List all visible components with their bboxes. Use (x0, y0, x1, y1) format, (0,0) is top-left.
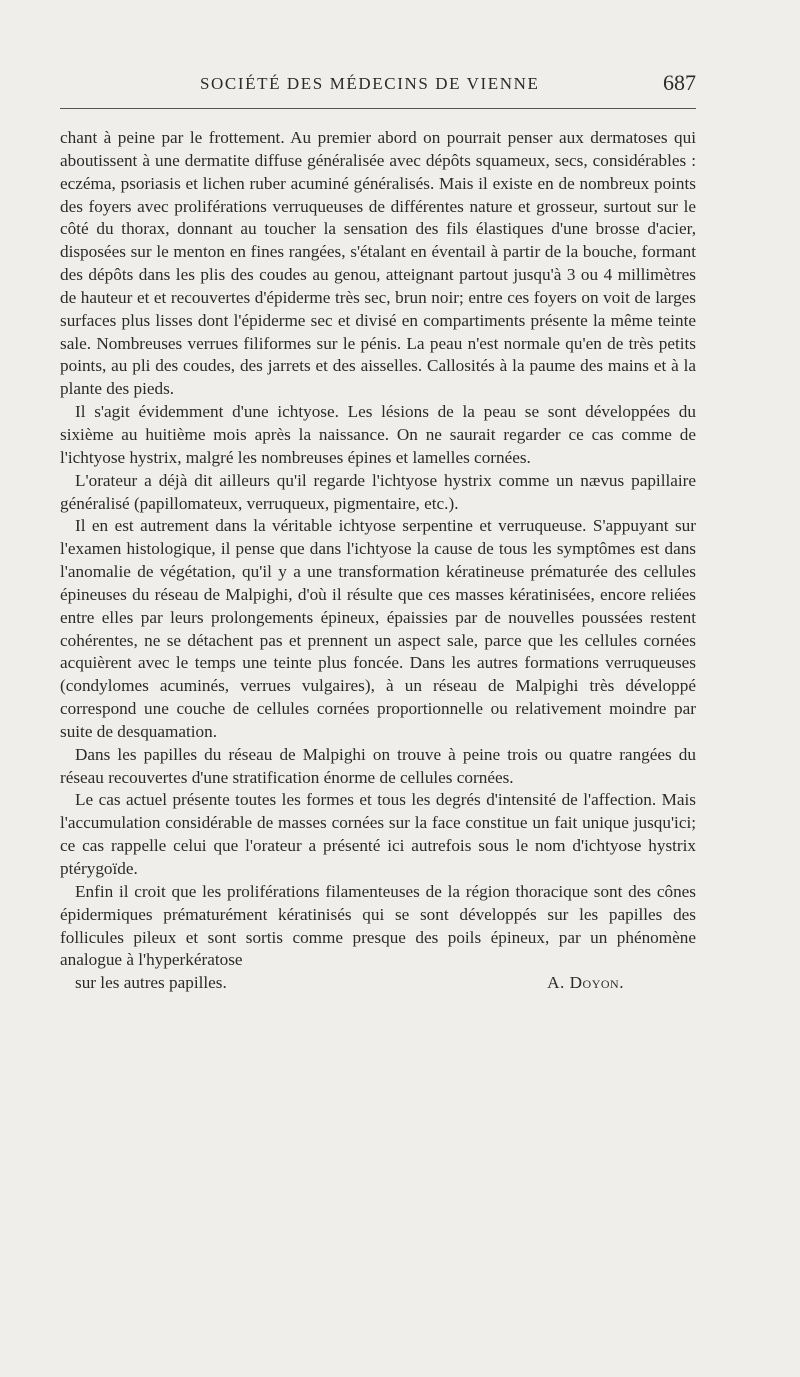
paragraph-2: Il s'agit évidemment d'une ichtyose. Les lésions de la peau se sont développées du sixième au huitième mois après la naissance. On ne saurait regarder ce cas comme de l'ichtyose hystrix, malgré les nombreuses épines et lamelles cornées. (60, 402, 696, 467)
paragraph-1: chant à peine par le frottement. Au premier abord on pourrait penser aux dermatoses qui aboutissent à une dermatite diffuse généralisée avec dépôts squameux, secs, considérables : eczéma, psoriasis et lichen ruber acuminé généralisés. Mais il existe en de nombreux points des foyers avec proliférations verruqueuses de différentes nature et grosseur, surtout sur le côté du thorax, donnant au toucher la sensation des fils élastiques d'une brosse d'acier, disposées sur le menton en fines rangées, s'étalant en éventail à partir de la bouche, formant des dépôts dans les plis des coudes au genou, atteignant partout jusqu'à 3 ou 4 millimètres de hauteur et et recouvertes d'épiderme très sec, brun noir; entre ces foyers on voit de larges surfaces plus lisses dont l'épiderme sec et divisé en compartiments présente la même teinte sale. Nombreuses verrues filiformes sur le pénis. La peau n'est normale qu'en de très petits points, au pli des coudes, des jarrets et des aisselles. Callosités à la paume des mains et à la plante des pieds. (60, 128, 696, 399)
running-title: SOCIÉTÉ DES MÉDECINS DE VIENNE (200, 74, 540, 93)
paragraph-5: Dans les papilles du réseau de Malpighi on trouve à peine trois ou quatre rangées du réseau recouvertes d'une stratification énorme de cellules cornées. (60, 744, 696, 787)
page-number: 687 (663, 70, 696, 95)
header-divider (60, 108, 696, 109)
paragraph-6: Le cas actuel présente toutes les formes et tous les degrés d'intensité de l'affection. Mais l'accumulation considérable de masses cornées sur la face constitue un fait unique jusqu'ici; ce cas rappelle celui que l'orateur a présenté ici autrefois sous le nom d'ichtyose hystrix ptérygoïde. (60, 790, 696, 878)
author-signature: A. Doyon. (547, 973, 624, 993)
body-text (60, 127, 696, 995)
paragraph-4: Il en est autrement dans la véritable ichtyose serpentine et verruqueuse. S'appuyant sur l'examen histologique, il pense que dans l'ichtyose la cause de tous les symptômes est dans l'anomalie de végétation, qu'il y a une transformation kératineuse prématurée des cellules épineuses du réseau de Malpighi, d'où il résulte que ces masses kératinisées, encore reliées entre elles par leurs prolongements épineux, épaissies par de nouvelles poussées restent cohérentes, ne se détachent pas et prennent un aspect sale, parce que les cellules cornées acquièrent avec le temps une teinte plus foncée. Dans les autres formations verruqueuses (condylomes acuminés, verrues vulgaires), à un réseau de Malpighi très développé correspond une couche de cellules cornées proportionnelle ou relativement moindre par suite de desquamation. (60, 516, 696, 741)
paragraph-3: L'orateur a déjà dit ailleurs qu'il regarde l'ichtyose hystrix comme un nævus papillaire généralisé (papillomateux, verruqueux, pigmentaire, etc.). (60, 470, 696, 513)
closing-line (60, 972, 696, 995)
page-header (60, 70, 696, 100)
closing-text: sur les autres papilles. (75, 973, 227, 993)
paragraph-7: Enfin il croit que les proliférations filamenteuses de la région thoracique sont des cônes épidermiques prématurément kératinisés qui se sont développés sur les papilles des follicules pileux et sont sortis comme presque des poils épineux, par un phénomène analogue à l'hyperkératose (60, 881, 696, 970)
